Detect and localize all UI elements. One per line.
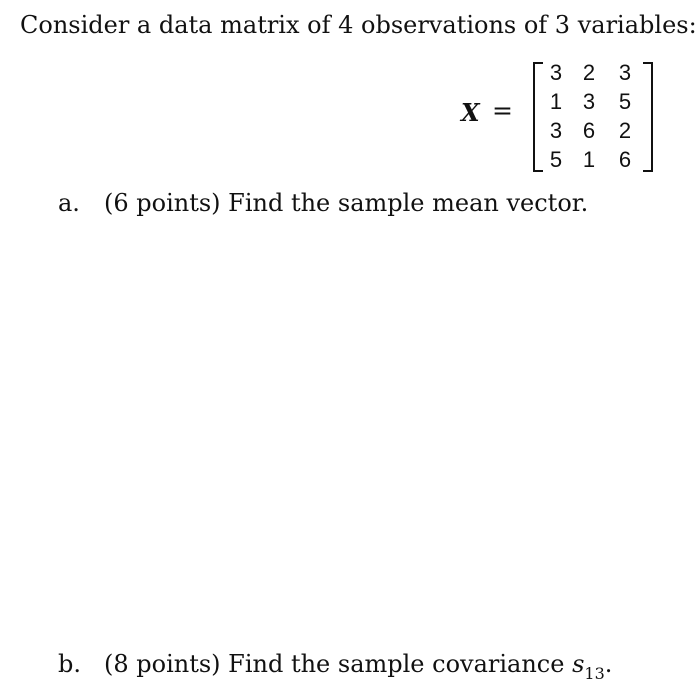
matrix-cell-r2-c3: 5 bbox=[618, 89, 632, 114]
equals-sign: = bbox=[492, 96, 513, 125]
matrix-cell-r4-c3: 6 bbox=[618, 147, 632, 172]
question-b-marker: b. bbox=[58, 650, 81, 678]
question-b bbox=[58, 648, 612, 683]
matrix-cell-r1-c1: 3 bbox=[549, 60, 563, 85]
matrix-cell-r1-c3: 3 bbox=[618, 60, 632, 85]
matrix-cell-r3-c1: 3 bbox=[549, 118, 563, 143]
question-b-period: . bbox=[604, 650, 613, 678]
matrix-cell-r2-c2: 3 bbox=[582, 89, 596, 114]
question-a-marker: a. bbox=[58, 189, 80, 217]
question-a-text: (6 points) Find the sample mean vector. bbox=[104, 189, 589, 217]
covariance-subscript: 13 bbox=[584, 664, 605, 683]
matrix-cell-r1-c2: 2 bbox=[582, 60, 596, 85]
matrix-cell-r3-c2: 6 bbox=[582, 118, 596, 143]
matrix-cell-r4-c1: 5 bbox=[549, 147, 563, 172]
matrix-cell-r2-c1: 1 bbox=[549, 89, 563, 114]
right-bracket bbox=[643, 62, 653, 172]
matrix-symbol: X bbox=[461, 98, 480, 127]
matrix-cell-r4-c2: 1 bbox=[582, 147, 596, 172]
data-matrix bbox=[455, 58, 665, 178]
matrix-grid bbox=[542, 58, 642, 174]
question-a bbox=[58, 187, 588, 219]
matrix-cell-r3-c3: 2 bbox=[618, 118, 632, 143]
question-b-text: (8 points) Find the sample covariance bbox=[104, 650, 565, 678]
problem-intro: Consider a data matrix of 4 observations of 3 variables: bbox=[20, 11, 697, 39]
covariance-variable: s bbox=[572, 650, 585, 678]
